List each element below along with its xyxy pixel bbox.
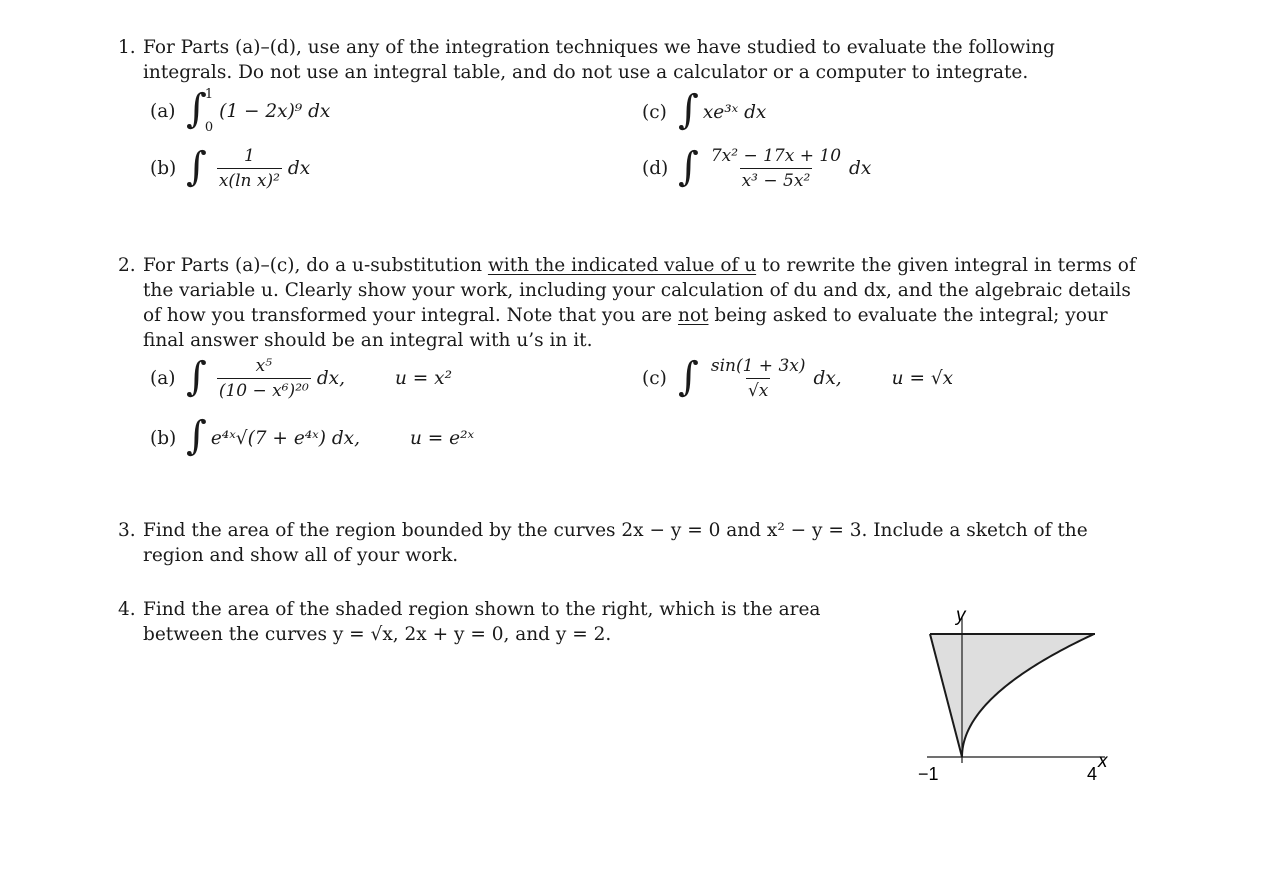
upper-limit: 1 — [204, 87, 214, 102]
differential: dx — [849, 158, 872, 179]
problem-2 — [118, 253, 1148, 353]
problem-2-not: not — [677, 305, 709, 326]
numerator: x⁵ — [255, 356, 273, 376]
part-label: (c) — [642, 101, 667, 123]
problem-1 — [118, 35, 1148, 85]
problem-2c — [642, 353, 954, 401]
denominator: x³ − 5x² — [740, 168, 813, 191]
problem-3-number: 3. — [118, 520, 136, 541]
integral-sign: ∫ — [186, 86, 207, 132]
integrand: e⁴ˣ√(7 + e⁴ˣ) dx, — [210, 427, 360, 449]
y-axis-label: y — [956, 605, 966, 626]
part-label: (b) — [150, 158, 177, 179]
substitution: u = √x — [891, 368, 954, 389]
problem-2b — [150, 413, 475, 459]
problem-1c — [642, 87, 767, 133]
problem-2-underlined: with the indicated value of u — [487, 255, 757, 276]
integral-sign: ∫ — [186, 353, 207, 400]
shaded-region — [929, 634, 1094, 757]
problem-1d — [642, 143, 872, 191]
fraction — [217, 146, 282, 191]
problem-4-number: 4. — [118, 599, 136, 620]
part-label: (b) — [150, 427, 177, 449]
differential: dx, — [813, 368, 842, 389]
integral-sign: ∫ — [186, 413, 207, 459]
integrand: xe³ˣ dx — [702, 101, 767, 123]
problem-2-text-part: to rewrite the given integral in terms of the variable u. Clearly show your work, including your calculation of du and dx, and the algebraic details of how you transformed your integral. Note that you are — [143, 255, 1136, 326]
lower-limit: 0 — [204, 120, 214, 135]
part-label: (c) — [642, 368, 667, 389]
substitution: u = e²ˣ — [410, 427, 475, 449]
problem-2-number: 2. — [118, 255, 136, 276]
problem-1a — [150, 88, 330, 134]
substitution: u = x² — [395, 368, 453, 389]
problem-2a — [150, 353, 453, 401]
fraction — [217, 356, 311, 401]
denominator: (10 − x⁶)²⁰ — [217, 378, 311, 401]
x-max-label: 4 — [1087, 764, 1098, 784]
problem-3 — [118, 518, 1148, 568]
differential: dx, — [316, 368, 345, 389]
fraction — [709, 356, 808, 401]
integral-sign: ∫ — [678, 87, 699, 133]
shaded-region-graph — [900, 595, 1130, 795]
problem-3-text: Find the area of the region bounded by the curves 2x − y = 0 and x² − y = 3. Include a sketch of the region and show all of your work. — [143, 520, 1088, 566]
problem-2-text — [143, 253, 1148, 353]
part-label: (a) — [150, 368, 176, 389]
problem-1-number: 1. — [118, 37, 136, 58]
part-label: (d) — [642, 158, 669, 179]
problem-1b — [150, 143, 311, 191]
fraction — [709, 146, 843, 191]
problem-2-text-part: For Parts (a)–(c), do a u-substitution — [143, 255, 488, 276]
problem-4 — [118, 597, 878, 647]
problem-1-text: For Parts (a)–(d), use any of the integration techniques we have studied to evaluate the following integrals. Do not use an integral table, and do not use a calculator or a computer to integrate. — [143, 37, 1055, 83]
denominator: x(ln x)² — [217, 168, 282, 191]
part-label: (a) — [150, 100, 176, 122]
numerator: 7x² − 17x + 10 — [710, 146, 842, 166]
integral-sign: ∫ — [186, 143, 207, 190]
x-axis-label: x — [1098, 751, 1108, 772]
x-min-label: −1 — [918, 764, 939, 784]
numerator: 1 — [243, 146, 255, 166]
denominator: √x — [746, 378, 770, 401]
integral-sign: ∫ — [678, 143, 699, 190]
problem-4-text: Find the area of the shaded region shown to the right, which is the area between the curves y = √x, 2x + y = 0, and y = 2. — [143, 599, 821, 645]
differential: dx — [287, 158, 311, 179]
integrand: (1 − 2x)⁹ dx — [219, 100, 331, 122]
problem-2-text-part: being asked to evaluate the integral; your final answer should be an integral with u’s in it. — [143, 305, 1108, 351]
numerator: sin(1 + 3x) — [710, 356, 806, 376]
integral-sign: ∫ — [678, 353, 699, 400]
